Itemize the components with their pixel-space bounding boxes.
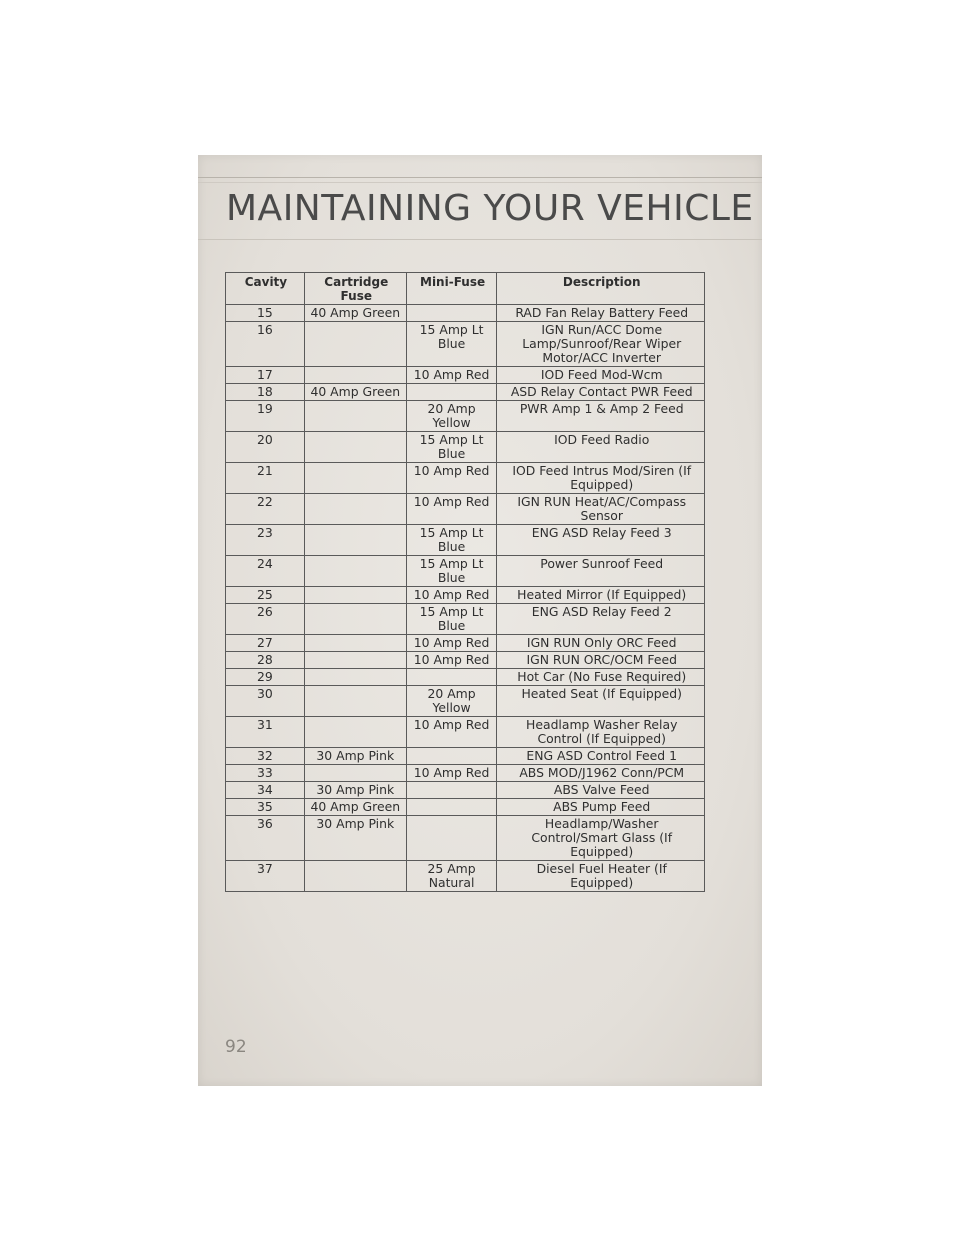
table-row	[226, 635, 705, 652]
cartridge-fuse-cell	[304, 556, 406, 587]
table-row	[226, 669, 705, 686]
cartridge-fuse-cell	[304, 604, 406, 635]
table-row	[226, 305, 705, 322]
cartridge-fuse-cell: 30 Amp Pink	[304, 748, 406, 765]
table-row	[226, 432, 705, 463]
description-cell: Hot Car (No Fuse Required)	[497, 669, 705, 686]
cartridge-fuse-cell: 30 Amp Pink	[304, 816, 406, 861]
mini-fuse-cell: 10 Amp Red	[406, 717, 497, 748]
mini-fuse-cell: 10 Amp Red	[406, 367, 497, 384]
cartridge-fuse-cell	[304, 686, 406, 717]
title-rule	[198, 239, 762, 240]
fuse-table	[225, 272, 705, 892]
cartridge-fuse-cell	[304, 525, 406, 556]
mini-fuse-cell: 15 Amp Lt Blue	[406, 604, 497, 635]
manual-page	[198, 155, 762, 1086]
cavity-cell: 33	[226, 765, 305, 782]
cartridge-fuse-cell	[304, 717, 406, 748]
cavity-cell: 35	[226, 799, 305, 816]
mini-fuse-cell	[406, 782, 497, 799]
mini-fuse-cell: 15 Amp Lt Blue	[406, 322, 497, 367]
cartridge-fuse-cell: 30 Amp Pink	[304, 782, 406, 799]
description-cell: ENG ASD Relay Feed 3	[497, 525, 705, 556]
cartridge-fuse-cell	[304, 652, 406, 669]
cavity-cell: 19	[226, 401, 305, 432]
description-cell: IOD Feed Mod-Wcm	[497, 367, 705, 384]
description-cell: ABS Pump Feed	[497, 799, 705, 816]
column-header-mini-fuse: Mini-Fuse	[406, 273, 497, 305]
table-row	[226, 765, 705, 782]
mini-fuse-cell	[406, 748, 497, 765]
table-row	[226, 367, 705, 384]
mini-fuse-cell: 15 Amp Lt Blue	[406, 525, 497, 556]
cavity-cell: 21	[226, 463, 305, 494]
description-cell: Diesel Fuel Heater (If Equipped)	[497, 861, 705, 892]
cartridge-fuse-cell	[304, 861, 406, 892]
column-header-cavity: Cavity	[226, 273, 305, 305]
cavity-cell: 20	[226, 432, 305, 463]
table-row	[226, 686, 705, 717]
description-cell: ABS Valve Feed	[497, 782, 705, 799]
description-cell: Headlamp/Washer Control/Smart Glass (If Equipped)	[497, 816, 705, 861]
mini-fuse-cell: 10 Amp Red	[406, 587, 497, 604]
cartridge-fuse-cell: 40 Amp Green	[304, 305, 406, 322]
cartridge-fuse-cell	[304, 587, 406, 604]
cartridge-fuse-cell	[304, 669, 406, 686]
fuse-table-body	[226, 305, 705, 892]
description-cell: ENG ASD Control Feed 1	[497, 748, 705, 765]
description-cell: Heated Mirror (If Equipped)	[497, 587, 705, 604]
table-row	[226, 861, 705, 892]
cavity-cell: 31	[226, 717, 305, 748]
cavity-cell: 30	[226, 686, 305, 717]
table-row	[226, 587, 705, 604]
description-cell: Heated Seat (If Equipped)	[497, 686, 705, 717]
cavity-cell: 32	[226, 748, 305, 765]
column-header-cartridge-fuse: Cartridge Fuse	[304, 273, 406, 305]
header-rule-secondary	[198, 182, 762, 183]
cavity-cell: 37	[226, 861, 305, 892]
table-row	[226, 401, 705, 432]
table-row	[226, 494, 705, 525]
table-row	[226, 322, 705, 367]
cartridge-fuse-cell	[304, 463, 406, 494]
table-row	[226, 525, 705, 556]
mini-fuse-cell	[406, 816, 497, 861]
section-title: MAINTAINING YOUR VEHICLE	[226, 188, 754, 229]
cartridge-fuse-cell	[304, 322, 406, 367]
mini-fuse-cell: 20 Amp Yellow	[406, 401, 497, 432]
mini-fuse-cell	[406, 305, 497, 322]
cartridge-fuse-cell	[304, 494, 406, 525]
description-cell: IOD Feed Radio	[497, 432, 705, 463]
mini-fuse-cell: 10 Amp Red	[406, 635, 497, 652]
description-cell: IGN Run/ACC Dome Lamp/Sunroof/Rear Wiper Motor/ACC Inverter	[497, 322, 705, 367]
mini-fuse-cell: 10 Amp Red	[406, 463, 497, 494]
cavity-cell: 28	[226, 652, 305, 669]
cartridge-fuse-cell: 40 Amp Green	[304, 799, 406, 816]
cavity-cell: 25	[226, 587, 305, 604]
cartridge-fuse-cell	[304, 765, 406, 782]
table-row	[226, 556, 705, 587]
mini-fuse-cell: 10 Amp Red	[406, 652, 497, 669]
mini-fuse-cell: 25 Amp Natural	[406, 861, 497, 892]
mini-fuse-cell: 15 Amp Lt Blue	[406, 432, 497, 463]
cartridge-fuse-cell: 40 Amp Green	[304, 384, 406, 401]
table-row	[226, 782, 705, 799]
cavity-cell: 16	[226, 322, 305, 367]
description-cell: IGN RUN ORC/OCM Feed	[497, 652, 705, 669]
table-row	[226, 384, 705, 401]
column-header-description: Description	[497, 273, 705, 305]
mini-fuse-cell	[406, 799, 497, 816]
cavity-cell: 34	[226, 782, 305, 799]
description-cell: IOD Feed Intrus Mod/Siren (If Equipped)	[497, 463, 705, 494]
description-cell: ENG ASD Relay Feed 2	[497, 604, 705, 635]
description-cell: PWR Amp 1 & Amp 2 Feed	[497, 401, 705, 432]
table-row	[226, 652, 705, 669]
cartridge-fuse-cell	[304, 367, 406, 384]
description-cell: Power Sunroof Feed	[497, 556, 705, 587]
cavity-cell: 22	[226, 494, 305, 525]
cavity-cell: 17	[226, 367, 305, 384]
table-row	[226, 717, 705, 748]
description-cell: IGN RUN Heat/AC/Compass Sensor	[497, 494, 705, 525]
cavity-cell: 18	[226, 384, 305, 401]
mini-fuse-cell: 15 Amp Lt Blue	[406, 556, 497, 587]
description-cell: IGN RUN Only ORC Feed	[497, 635, 705, 652]
table-row	[226, 463, 705, 494]
table-row	[226, 816, 705, 861]
header-rule	[198, 177, 762, 178]
cavity-cell: 26	[226, 604, 305, 635]
description-cell: Headlamp Washer Relay Control (If Equipped)	[497, 717, 705, 748]
cartridge-fuse-cell	[304, 635, 406, 652]
description-cell: ASD Relay Contact PWR Feed	[497, 384, 705, 401]
table-row	[226, 604, 705, 635]
mini-fuse-cell: 20 Amp Yellow	[406, 686, 497, 717]
mini-fuse-cell: 10 Amp Red	[406, 765, 497, 782]
mini-fuse-cell: 10 Amp Red	[406, 494, 497, 525]
cavity-cell: 15	[226, 305, 305, 322]
cartridge-fuse-cell	[304, 432, 406, 463]
cavity-cell: 24	[226, 556, 305, 587]
cavity-cell: 27	[226, 635, 305, 652]
cavity-cell: 36	[226, 816, 305, 861]
table-row	[226, 748, 705, 765]
page-number: 92	[225, 1037, 247, 1057]
description-cell: ABS MOD/J1962 Conn/PCM	[497, 765, 705, 782]
mini-fuse-cell	[406, 384, 497, 401]
cavity-cell: 29	[226, 669, 305, 686]
mini-fuse-cell	[406, 669, 497, 686]
fuse-table-header-row	[226, 273, 705, 305]
table-row	[226, 799, 705, 816]
cavity-cell: 23	[226, 525, 305, 556]
description-cell: RAD Fan Relay Battery Feed	[497, 305, 705, 322]
cartridge-fuse-cell	[304, 401, 406, 432]
